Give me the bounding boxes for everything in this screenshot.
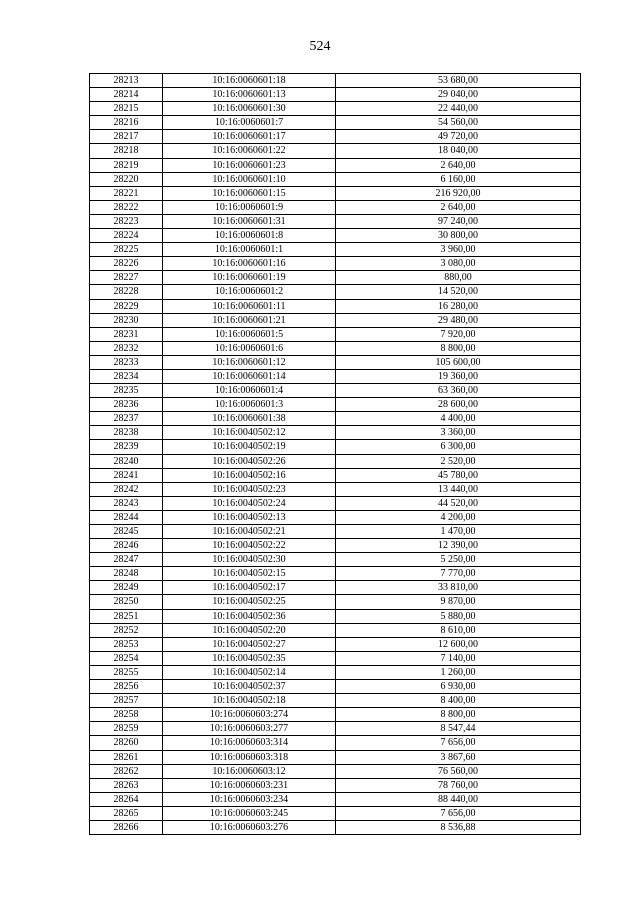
row-number-cell: 28214 [90,88,163,102]
value-cell: 76 560,00 [336,764,581,778]
row-number-cell: 28217 [90,130,163,144]
row-number-cell: 28220 [90,172,163,186]
row-number-cell: 28249 [90,581,163,595]
cadastral-number-cell: 10:16:0060601:17 [163,130,336,144]
cadastral-number-cell: 10:16:0060601:2 [163,285,336,299]
cadastral-number-cell: 10:16:0060601:13 [163,88,336,102]
row-number-cell: 28246 [90,539,163,553]
table-row [90,792,581,806]
cadastral-number-cell: 10:16:0060601:1 [163,243,336,257]
row-number-cell: 28230 [90,313,163,327]
cadastral-number-cell: 10:16:0060603:314 [163,736,336,750]
value-cell: 8 800,00 [336,708,581,722]
table-row [90,623,581,637]
cadastral-number-cell: 10:16:0040502:14 [163,665,336,679]
cadastral-number-cell: 10:16:0040502:37 [163,680,336,694]
value-cell: 216 920,00 [336,186,581,200]
cadastral-number-cell: 10:16:0060601:18 [163,74,336,88]
row-number-cell: 28233 [90,355,163,369]
row-number-cell: 28237 [90,412,163,426]
cadastral-number-cell: 10:16:0060601:14 [163,369,336,383]
row-number-cell: 28244 [90,510,163,524]
cadastral-number-cell: 10:16:0040502:17 [163,581,336,595]
table-row [90,651,581,665]
cadastral-number-cell: 10:16:0060601:3 [163,398,336,412]
row-number-cell: 28224 [90,229,163,243]
row-number-cell: 28235 [90,384,163,398]
cadastral-number-cell: 10:16:0060601:15 [163,186,336,200]
row-number-cell: 28252 [90,623,163,637]
value-cell: 5 250,00 [336,553,581,567]
value-cell: 7 140,00 [336,651,581,665]
table-row [90,74,581,88]
cadastral-number-cell: 10:16:0040502:20 [163,623,336,637]
table-row [90,820,581,834]
value-cell: 8 536,88 [336,820,581,834]
value-cell: 105 600,00 [336,355,581,369]
value-cell: 4 200,00 [336,510,581,524]
cadastral-number-cell: 10:16:0060603:274 [163,708,336,722]
table-row [90,708,581,722]
table-row [90,567,581,581]
row-number-cell: 28229 [90,299,163,313]
row-number-cell: 28261 [90,750,163,764]
cadastral-number-cell: 10:16:0060601:12 [163,355,336,369]
cadastral-number-cell: 10:16:0060601:7 [163,116,336,130]
value-cell: 16 280,00 [336,299,581,313]
cadastral-number-cell: 10:16:0060601:22 [163,144,336,158]
value-cell: 29 480,00 [336,313,581,327]
value-cell: 29 040,00 [336,88,581,102]
row-number-cell: 28227 [90,271,163,285]
row-number-cell: 28222 [90,200,163,214]
row-number-cell: 28216 [90,116,163,130]
row-number-cell: 28248 [90,567,163,581]
row-number-cell: 28219 [90,158,163,172]
row-number-cell: 28255 [90,665,163,679]
value-cell: 1 470,00 [336,525,581,539]
value-cell: 2 640,00 [336,200,581,214]
table-row [90,88,581,102]
cadastral-number-cell: 10:16:0040502:30 [163,553,336,567]
value-cell: 880,00 [336,271,581,285]
table-row [90,539,581,553]
cadastral-number-cell: 10:16:0040502:13 [163,510,336,524]
row-number-cell: 28250 [90,595,163,609]
table-row [90,736,581,750]
table-row [90,172,581,186]
table-row [90,257,581,271]
cadastral-number-cell: 10:16:0060603:234 [163,792,336,806]
registry-table-body [90,74,581,835]
row-number-cell: 28243 [90,496,163,510]
cadastral-number-cell: 10:16:0060601:8 [163,229,336,243]
table-row [90,412,581,426]
row-number-cell: 28247 [90,553,163,567]
value-cell: 53 680,00 [336,74,581,88]
row-number-cell: 28266 [90,820,163,834]
table-row [90,200,581,214]
table-row [90,454,581,468]
value-cell: 97 240,00 [336,214,581,228]
table-row [90,525,581,539]
table-row [90,355,581,369]
cadastral-number-cell: 10:16:0060601:23 [163,158,336,172]
table-row [90,553,581,567]
value-cell: 63 360,00 [336,384,581,398]
row-number-cell: 28245 [90,525,163,539]
cadastral-number-cell: 10:16:0060601:19 [163,271,336,285]
table-row [90,750,581,764]
table-row [90,229,581,243]
row-number-cell: 28226 [90,257,163,271]
table-row [90,384,581,398]
cadastral-number-cell: 10:16:0060603:245 [163,806,336,820]
value-cell: 6 300,00 [336,440,581,454]
table-row [90,299,581,313]
value-cell: 2 640,00 [336,158,581,172]
cadastral-number-cell: 10:16:0040502:27 [163,637,336,651]
row-number-cell: 28218 [90,144,163,158]
value-cell: 33 810,00 [336,581,581,595]
row-number-cell: 28221 [90,186,163,200]
row-number-cell: 28215 [90,102,163,116]
value-cell: 6 930,00 [336,680,581,694]
cadastral-number-cell: 10:16:0040502:23 [163,482,336,496]
table-row [90,116,581,130]
row-number-cell: 28232 [90,341,163,355]
row-number-cell: 28236 [90,398,163,412]
row-number-cell: 28239 [90,440,163,454]
row-number-cell: 28259 [90,722,163,736]
cadastral-number-cell: 10:16:0060601:5 [163,327,336,341]
value-cell: 44 520,00 [336,496,581,510]
row-number-cell: 28238 [90,426,163,440]
row-number-cell: 28253 [90,637,163,651]
value-cell: 45 780,00 [336,468,581,482]
table-row [90,426,581,440]
cadastral-number-cell: 10:16:0060601:30 [163,102,336,116]
cadastral-number-cell: 10:16:0040502:21 [163,525,336,539]
row-number-cell: 28231 [90,327,163,341]
table-row [90,595,581,609]
value-cell: 4 400,00 [336,412,581,426]
row-number-cell: 28258 [90,708,163,722]
value-cell: 49 720,00 [336,130,581,144]
cadastral-number-cell: 10:16:0060601:21 [163,313,336,327]
table-row [90,609,581,623]
cadastral-number-cell: 10:16:0060601:38 [163,412,336,426]
table-row [90,637,581,651]
table-row [90,130,581,144]
value-cell: 3 360,00 [336,426,581,440]
table-row [90,468,581,482]
row-number-cell: 28251 [90,609,163,623]
value-cell: 3 867,60 [336,750,581,764]
value-cell: 78 760,00 [336,778,581,792]
cadastral-number-cell: 10:16:0060603:277 [163,722,336,736]
value-cell: 8 400,00 [336,694,581,708]
value-cell: 8 800,00 [336,341,581,355]
value-cell: 22 440,00 [336,102,581,116]
cadastral-number-cell: 10:16:0040502:19 [163,440,336,454]
cadastral-number-cell: 10:16:0040502:18 [163,694,336,708]
row-number-cell: 28240 [90,454,163,468]
cadastral-number-cell: 10:16:0060603:231 [163,778,336,792]
row-number-cell: 28262 [90,764,163,778]
table-row [90,764,581,778]
value-cell: 14 520,00 [336,285,581,299]
table-row [90,806,581,820]
table-row [90,102,581,116]
table-row [90,680,581,694]
table-row [90,243,581,257]
table-row [90,271,581,285]
row-number-cell: 28263 [90,778,163,792]
cadastral-number-cell: 10:16:0060601:16 [163,257,336,271]
cadastral-number-cell: 10:16:0040502:36 [163,609,336,623]
table-row [90,665,581,679]
row-number-cell: 28264 [90,792,163,806]
value-cell: 3 960,00 [336,243,581,257]
row-number-cell: 28213 [90,74,163,88]
row-number-cell: 28234 [90,369,163,383]
cadastral-number-cell: 10:16:0060603:276 [163,820,336,834]
table-row [90,482,581,496]
table-row [90,313,581,327]
value-cell: 7 770,00 [336,567,581,581]
cadastral-number-cell: 10:16:0040502:22 [163,539,336,553]
cadastral-number-cell: 10:16:0060601:6 [163,341,336,355]
cadastral-number-cell: 10:16:0040502:12 [163,426,336,440]
cadastral-number-cell: 10:16:0060603:318 [163,750,336,764]
row-number-cell: 28241 [90,468,163,482]
cadastral-number-cell: 10:16:0060601:11 [163,299,336,313]
table-row [90,510,581,524]
value-cell: 88 440,00 [336,792,581,806]
cadastral-number-cell: 10:16:0060601:10 [163,172,336,186]
table-row [90,158,581,172]
table-row [90,722,581,736]
value-cell: 7 656,00 [336,736,581,750]
row-number-cell: 28265 [90,806,163,820]
table-row [90,214,581,228]
row-number-cell: 28257 [90,694,163,708]
value-cell: 19 360,00 [336,369,581,383]
cadastral-number-cell: 10:16:0060601:4 [163,384,336,398]
value-cell: 2 520,00 [336,454,581,468]
table-row [90,440,581,454]
value-cell: 18 040,00 [336,144,581,158]
value-cell: 7 920,00 [336,327,581,341]
row-number-cell: 28228 [90,285,163,299]
row-number-cell: 28256 [90,680,163,694]
row-number-cell: 28260 [90,736,163,750]
row-number-cell: 28242 [90,482,163,496]
value-cell: 3 080,00 [336,257,581,271]
value-cell: 8 610,00 [336,623,581,637]
row-number-cell: 28223 [90,214,163,228]
value-cell: 12 390,00 [336,539,581,553]
value-cell: 6 160,00 [336,172,581,186]
cadastral-number-cell: 10:16:0040502:24 [163,496,336,510]
cadastral-number-cell: 10:16:0040502:35 [163,651,336,665]
row-number-cell: 28225 [90,243,163,257]
value-cell: 7 656,00 [336,806,581,820]
cadastral-number-cell: 10:16:0040502:25 [163,595,336,609]
table-row [90,341,581,355]
value-cell: 9 870,00 [336,595,581,609]
cadastral-number-cell: 10:16:0060601:31 [163,214,336,228]
cadastral-number-cell: 10:16:0060601:9 [163,200,336,214]
value-cell: 54 560,00 [336,116,581,130]
cadastral-number-cell: 10:16:0060603:12 [163,764,336,778]
value-cell: 8 547,44 [336,722,581,736]
registry-table [89,73,581,835]
cadastral-number-cell: 10:16:0040502:15 [163,567,336,581]
table-row [90,778,581,792]
value-cell: 13 440,00 [336,482,581,496]
cadastral-number-cell: 10:16:0040502:26 [163,454,336,468]
table-row [90,398,581,412]
value-cell: 28 600,00 [336,398,581,412]
value-cell: 12 600,00 [336,637,581,651]
table-row [90,581,581,595]
row-number-cell: 28254 [90,651,163,665]
table-row [90,496,581,510]
page-number: 524 [309,39,331,54]
cadastral-number-cell: 10:16:0040502:16 [163,468,336,482]
table-row [90,327,581,341]
table-row [90,144,581,158]
value-cell: 30 800,00 [336,229,581,243]
value-cell: 1 260,00 [336,665,581,679]
table-row [90,694,581,708]
table-row [90,285,581,299]
table-row [90,369,581,383]
table-row [90,186,581,200]
value-cell: 5 880,00 [336,609,581,623]
